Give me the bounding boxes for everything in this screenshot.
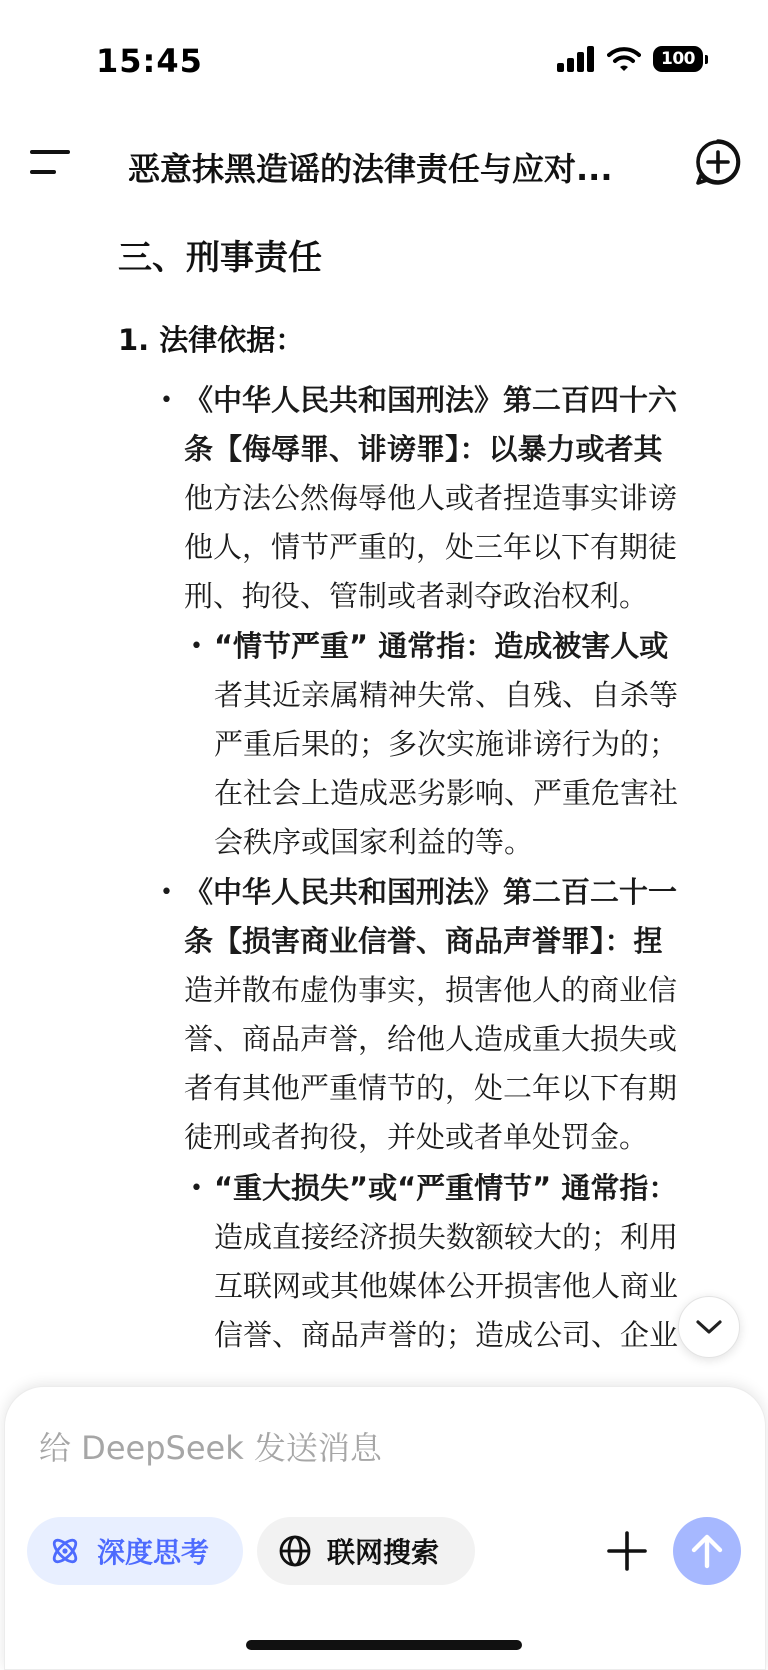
list-item-line: 《中华人民共和国刑法》第二百四十六 — [184, 383, 678, 417]
list-item-line: 他方法公然侮辱他人或者捏造事实诽谤 — [184, 481, 678, 515]
battery-icon — [653, 46, 708, 72]
sub-heading: 1. 法律依据： — [118, 323, 305, 357]
list-item-line: 会秩序或国家利益的等。 — [214, 825, 534, 859]
message-input[interactable]: 给 DeepSeek 发送消息 — [39, 1429, 382, 1467]
status-time: 15:45 — [96, 42, 203, 80]
menu-button[interactable] — [26, 140, 74, 184]
sub-list-item — [214, 1164, 678, 1360]
new-chat-button[interactable] — [692, 136, 744, 188]
list-item-line: 条【侮辱罪、诽谤罪】：以暴力或者其 — [184, 432, 663, 466]
sub-list-item — [214, 622, 678, 867]
message-content — [0, 210, 768, 1390]
message-composer — [4, 1386, 766, 1670]
list-item-line: “重大损失”或“严重情节” 通常指： — [214, 1171, 678, 1205]
send-button[interactable] — [673, 1517, 741, 1585]
list-item-line: 信誉、商品声誉的；造成公司、企业 — [214, 1318, 679, 1352]
list-item-line: 互联网或其他媒体公开损害他人商业 — [214, 1269, 679, 1303]
list-item-line: 他人，情节严重的，处三年以下有期徒 — [184, 530, 678, 564]
globe-icon — [277, 1533, 313, 1569]
list-item-line: 造成直接经济损失数额较大的；利用 — [214, 1220, 679, 1254]
list-item-line: 者有其他严重情节的，处二年以下有期 — [184, 1071, 678, 1105]
plus-icon — [607, 1531, 647, 1571]
web-search-label: 联网搜索 — [327, 1536, 440, 1569]
list-item-line: 造并散布虚伪事实，损害他人的商业信 — [184, 973, 678, 1007]
signal-icon — [557, 46, 595, 72]
web-search-toggle[interactable] — [257, 1517, 475, 1585]
list-item-line: 条【损害商业信誉、商品声誉罪】：捏 — [184, 924, 663, 958]
arrow-up-icon — [690, 1532, 724, 1570]
chat-title[interactable]: 恶意抹黑造谣的法律责任与应对... — [128, 150, 613, 188]
list-item-line: 誉、商品声誉，给他人造成重大损失或 — [184, 1022, 678, 1056]
list-item-line: 严重后果的；多次实施诽谤行为的； — [214, 727, 679, 761]
menu-icon — [26, 140, 74, 184]
bullet-icon: • — [160, 388, 173, 413]
attach-button[interactable] — [601, 1525, 653, 1577]
scroll-to-bottom-button[interactable] — [678, 1296, 740, 1358]
list-item-line: 徒刑或者拘役，并处或者单处罚金。 — [184, 1120, 649, 1154]
status-bar — [0, 0, 768, 120]
new-chat-icon — [692, 136, 744, 188]
status-icons — [557, 46, 708, 72]
list-item-line: 《中华人民共和国刑法》第二百二十一 — [184, 875, 678, 909]
atom-icon — [47, 1533, 83, 1569]
chat-header — [0, 124, 768, 204]
deep-think-toggle[interactable] — [27, 1517, 243, 1585]
wifi-icon — [607, 46, 641, 72]
bullet-icon: • — [190, 1176, 203, 1201]
battery-level: 100 — [653, 46, 703, 72]
chevron-down-icon — [695, 1318, 723, 1336]
deep-think-label: 深度思考 — [97, 1536, 210, 1569]
list-item — [184, 376, 677, 621]
list-item-line: 在社会上造成恶劣影响、严重危害社 — [214, 776, 679, 810]
section-heading: 三、刑事责任 — [118, 238, 322, 278]
bullet-icon: • — [160, 880, 173, 905]
list-item-line: 者其近亲属精神失常、自残、自杀等 — [214, 678, 679, 712]
list-item — [184, 868, 677, 1162]
list-item-line: “情节严重” 通常指：造成被害人或 — [214, 629, 669, 663]
home-indicator — [246, 1640, 522, 1650]
list-item-line: 刑、拘役、管制或者剥夺政治权利。 — [184, 579, 649, 613]
bullet-icon: • — [190, 634, 203, 659]
